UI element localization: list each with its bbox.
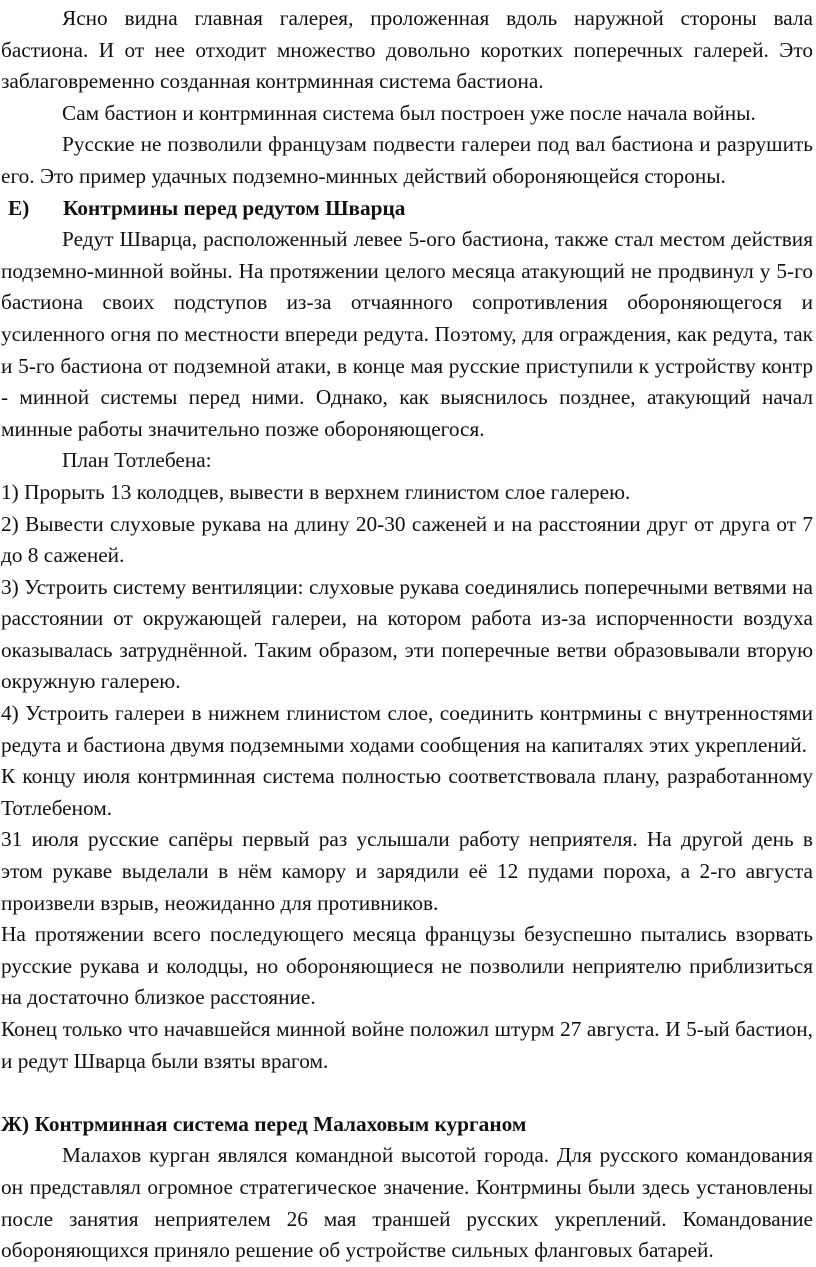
section-heading-e — [1, 193, 813, 225]
paragraph-july-31: 31 июля русские сапёры первый раз услышали работу неприятеля. На другой день в этом рукаве выделали в нём камору и зарядили её 12 пудами пороха, а 2-го августа произвели взрыв, неожиданно для противников. — [1, 827, 813, 915]
paragraph-bastion-built: Сам бастион и контрминная система был построен уже после начала войны. — [62, 100, 756, 125]
paragraph-schwarz-redoubt: Редут Шварца, расположенный левее 5-ого бастиона, также стал местом действия подземно-минной войны. На протяжении целого месяца атакующий не продвинул у 5-го бастиона своих подступов из-за отчаянного сопротивления обороняющегося и усиленного огня по местности впереди редута. Поэтому, для ограждения, как редута, так и 5-го бастиона от подземной атаки, в конце мая русские приступили к устройству контр - минной системы перед ними. Однако, как выяснилось позднее, атакующий начал минные работы значительно позже обороняющегося. — [1, 227, 813, 441]
plan-item-2: 2) Вывести слуховые рукава на длину 20-30 саженей и на расстоянии друг от друга от 7 до 8 саженей. — [1, 511, 813, 568]
paragraph-assault-august-27: Конец только что начавшейся минной войне положил штурм 27 августа. И 5-ый бастион, и редут Шварца были взяты врагом. — [1, 1017, 813, 1073]
paragraph-following-month: На протяжении всего последующего месяца французы безуспешно пытались взорвать русские рукава и колодцы, но обороняющиеся не позволили неприятелю приблизиться на достаточно близкое расстояние. — [1, 922, 813, 1010]
paragraph-malakhov-kurgan: Малахов курган являлся командной высотой города. Для русского командования он представлял огромное стратегическое значение. Контрмины были здесь установлены после занятия неприятелем 26 мая траншей русских укреплений. Командование обороняющихся приняло решение об устройстве сильных фланговых батарей. — [1, 1143, 813, 1263]
plan-item-3: 3) Устроить систему вентиляции: слуховые рукава соединялись поперечными ветвями на расстоянии от окружающей галереи, на котором работа из-за испорченности воздуха оказывалась затруднённой. Таким образом, эти поперечные ветви образовывали вторую окружную галерею. — [1, 574, 813, 694]
paragraph-russians-prevented: Русские не позволили французам подвести галереи под вал бастиона и разрушить его. Это пример удачных подземно-минных действий обороняющейся стороны. — [1, 132, 813, 188]
section-heading-zh: Ж) Контрминная система перед Малаховым курганом — [1, 1111, 527, 1136]
paragraph-main-gallery: Ясно видна главная галерея, проложенная вдоль наружной стороны вала бастиона. И от нее отходит множество довольно коротких поперечных галерей. Это заблаговременно созданная контрминная система бастиона. — [1, 6, 813, 94]
blank-line — [1, 1077, 813, 1109]
section-title-e: Контрмины перед редутом Шварца — [63, 195, 406, 220]
section-number-e: Е) — [8, 195, 30, 220]
plan-title: План Тотлебена: — [62, 448, 212, 473]
paragraph-end-of-july: К концу июля контрминная система полностью соответствовала плану, разработанному Тотлебеном. — [1, 764, 813, 820]
plan-item-1: 1) Прорыть 13 колодцев, вывести в верхнем глинистом слое галерею. — [1, 479, 631, 504]
plan-item-4: 4) Устроить галереи в нижнем глинистом слое, соединить контрмины с внутренностями редута и бастиона двумя подземными ходами сообщения на капиталях этих укреплений. — [1, 701, 813, 757]
